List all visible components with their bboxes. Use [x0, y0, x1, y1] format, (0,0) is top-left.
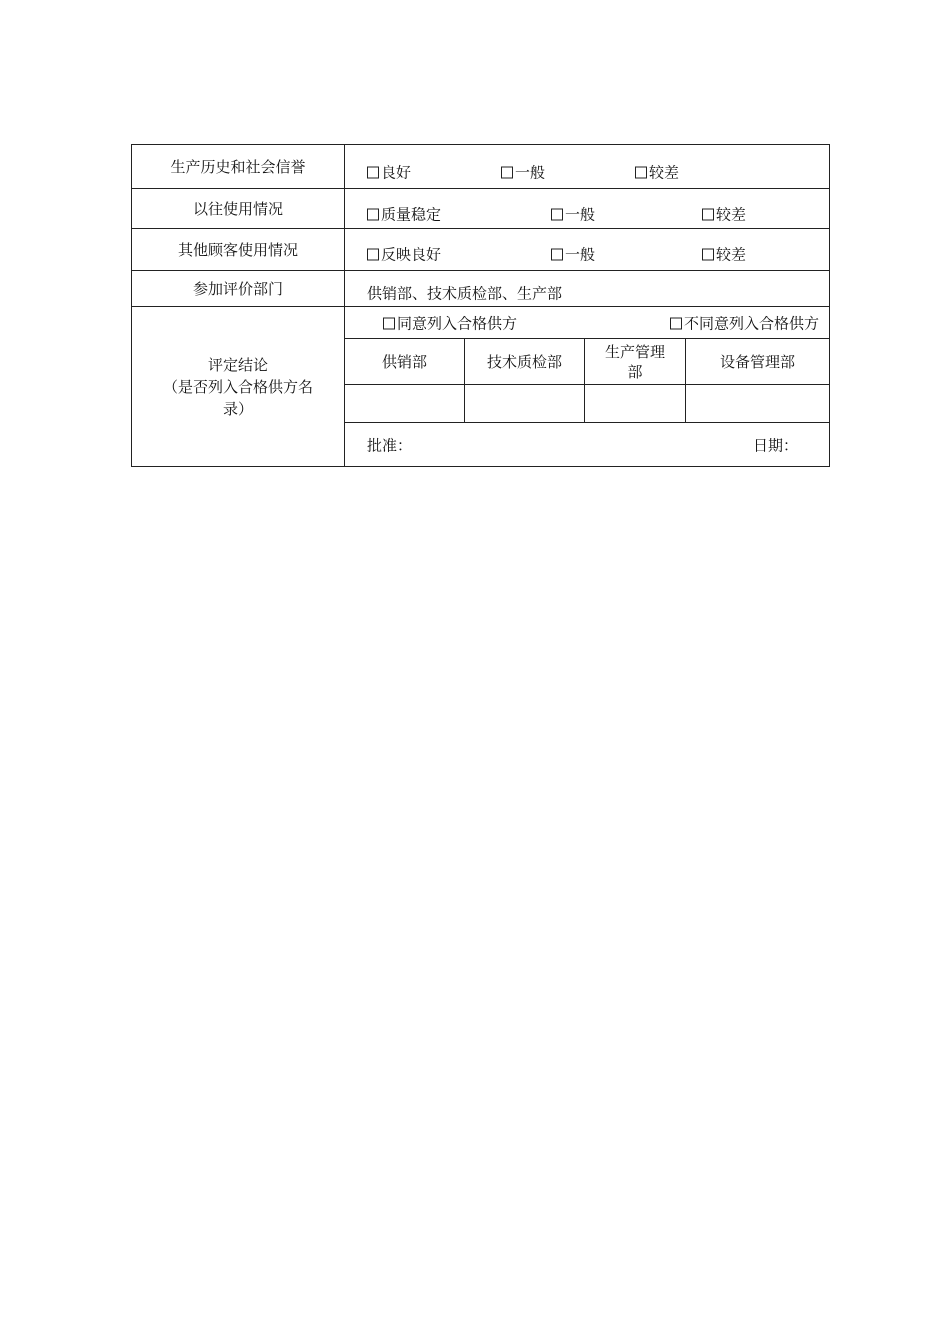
signature-cell-production[interactable]	[585, 385, 686, 423]
row-options-other-customers	[345, 229, 830, 271]
option-poor[interactable]: 较差	[702, 244, 746, 265]
checkbox-icon[interactable]	[383, 318, 395, 330]
conclusion-options	[345, 307, 830, 339]
checkbox-icon[interactable]	[551, 249, 563, 261]
approve-label: 批准：	[367, 436, 413, 454]
checkbox-icon[interactable]	[702, 249, 714, 261]
row-label-history: 生产历史和社会信誉	[132, 145, 345, 189]
conclusion-subtitle-end: 录）	[222, 399, 253, 418]
option-agree[interactable]: 同意列入合格供方	[383, 313, 517, 334]
option-average[interactable]: 一般	[551, 203, 595, 224]
checkbox-icon[interactable]	[367, 249, 379, 261]
checkbox-icon[interactable]	[367, 208, 379, 220]
dept-header-production: 生产管理 部	[585, 339, 686, 385]
row-options-past-use	[345, 189, 830, 229]
row-label-departments: 参加评价部门	[132, 271, 345, 307]
supplier-evaluation-table	[131, 144, 830, 467]
option-stable[interactable]: 质量稳定	[367, 203, 441, 224]
dept-header-equipment: 设备管理部	[686, 339, 830, 385]
signature-cell-sales[interactable]	[345, 385, 465, 423]
option-poor[interactable]: 较差	[702, 203, 746, 224]
option-poor[interactable]: 较差	[635, 161, 679, 182]
signature-cell-equipment[interactable]	[686, 385, 830, 423]
checkbox-icon[interactable]	[501, 166, 513, 178]
dept-header-qc: 技术质检部	[465, 339, 585, 385]
option-average[interactable]: 一般	[501, 161, 545, 182]
row-label-other-customers: 其他顾客使用情况	[132, 229, 345, 271]
option-average[interactable]: 一般	[551, 244, 595, 265]
row-options-history	[345, 145, 830, 189]
option-good[interactable]: 良好	[367, 161, 411, 182]
participating-departments: 供销部、技术质检部、生产部	[367, 284, 563, 303]
conclusion-subtitle: （是否列入合格供方名	[162, 377, 313, 396]
dept-header-sales: 供销部	[345, 339, 465, 385]
conclusion-label	[132, 307, 345, 467]
checkbox-icon[interactable]	[702, 208, 714, 220]
option-disagree[interactable]: 不同意列入合格供方	[670, 313, 819, 334]
signature-cell-qc[interactable]	[465, 385, 585, 423]
checkbox-icon[interactable]	[367, 166, 379, 178]
checkbox-icon[interactable]	[635, 166, 647, 178]
conclusion-title: 评定结论	[207, 355, 268, 374]
row-value-departments	[345, 271, 830, 307]
approval-row	[345, 423, 830, 467]
checkbox-icon[interactable]	[670, 318, 682, 330]
option-positive[interactable]: 反映良好	[367, 244, 441, 265]
date-label: 日期：	[753, 436, 799, 454]
row-label-past-use: 以往使用情况	[132, 189, 345, 229]
checkbox-icon[interactable]	[551, 208, 563, 220]
